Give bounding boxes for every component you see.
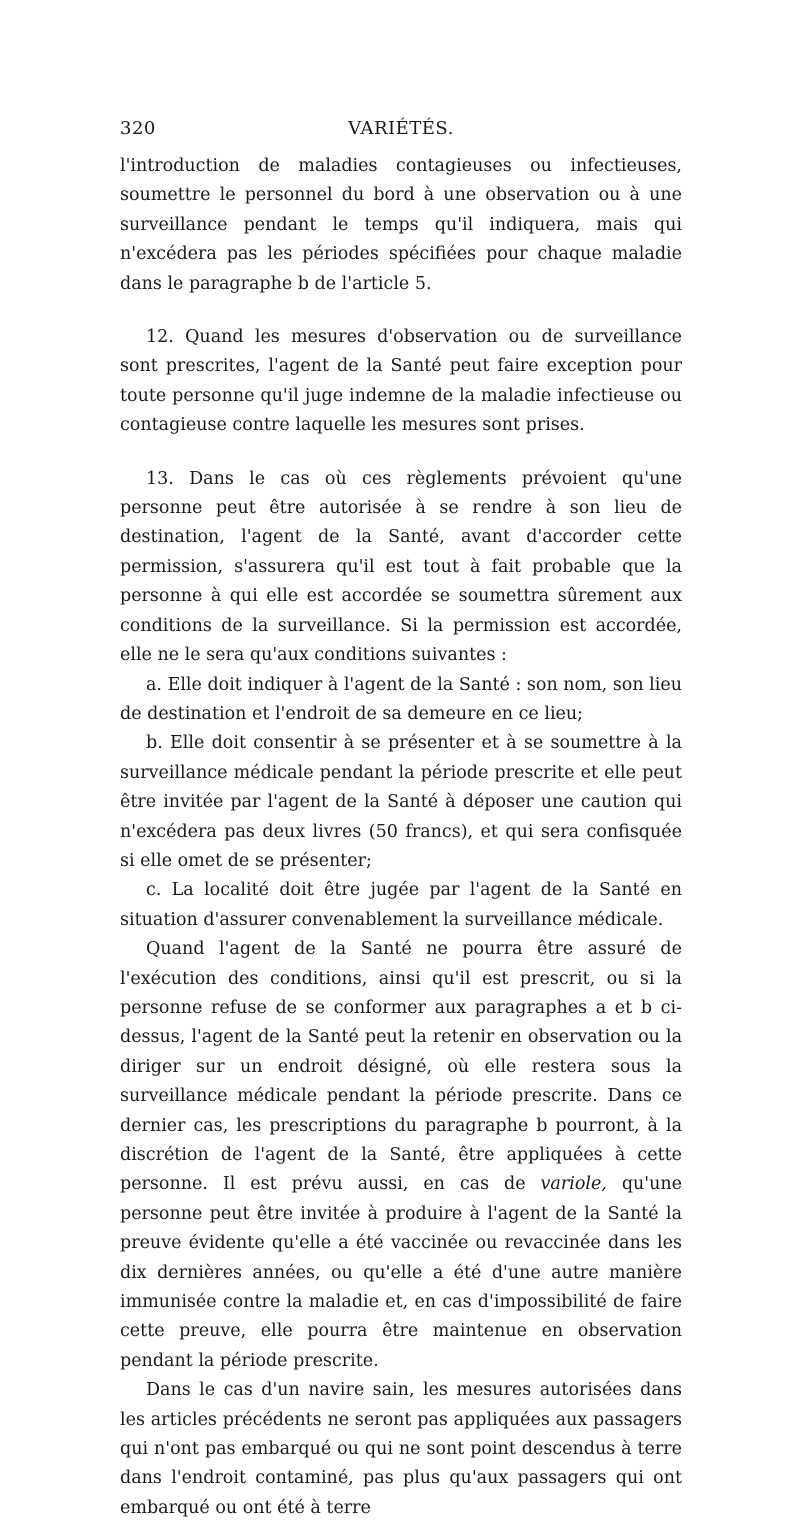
page-number: 320 xyxy=(120,118,156,139)
italic-term-variole: variole, xyxy=(540,1174,607,1195)
list-item-c: c. La localité doit être jugée par l'agent de la Santé en situation d'assurer convenablement la surveillance médicale. xyxy=(120,880,682,930)
list-item-a: a. Elle doit indiquer à l'agent de la Santé : son nom, son lieu de destination et l'endroit de sa demeure en ce lieu; xyxy=(120,674,682,724)
paragraph-continuation: l'introduction de maladies contagieuses ou infectieuses, soumettre le personnel du bord à une observation ou à une surveillance pendant le temps qu'il indiquera, mais qui n'excédera pas les périodes spécifiées pour chaque maladie dans le paragraphe b de l'article 5. xyxy=(120,156,682,294)
paragraph-conditions xyxy=(120,935,682,1376)
paragraph-article-13: 13. Dans le cas où ces règlements prévoient qu'une personne peut être autorisée à se rendre à son lieu de destination, l'agent de la Santé, avant d'accorder cette permission, s'assurera qu'il est tout à fait probable que la personne à qui elle est accordée se soumettra sûrement aux conditions de la surveillance. Si la permission est accordée, elle ne le sera qu'aux conditions suivantes : xyxy=(120,468,682,666)
book-page xyxy=(120,118,682,1523)
paragraph-conditions-part-1: Quand l'agent de la Santé ne pourra être assuré de l'exécution des conditions, ainsi qu'il est prescrit, ou si la personne refuse de se conformer aux paragraphes a et b ci-dessus, l'agent de la Santé peut la retenir en observation ou la diriger sur un endroit désigné, où elle restera sous la surveillance médicale pendant la période prescrite. Dans ce dernier cas, les prescriptions du paragraphe b pourront, à la discrétion de l'agent de la Santé, être appliquées à cette personne. Il est prévu aussi, en cas de xyxy=(120,939,682,1195)
paragraph-conditions-part-2: qu'une personne peut être invitée à produire à l'agent de la Santé la preuve évidente qu'elle a été vaccinée ou revaccinée dans les dix dernières années, ou qu'elle a été d'une autre manière immunisée contre la maladie et, en cas d'impossibilité de faire cette preuve, elle pourra être maintenue en observation pendant la période prescrite. xyxy=(120,1174,682,1371)
paragraph-article-12: 12. Quand les mesures d'observation ou de surveillance sont prescrites, l'agent de la Santé peut faire exception pour toute personne qu'il juge indemne de la maladie infectieuse ou contagieuse contre laquelle les mesures sont prises. xyxy=(120,327,682,436)
paragraph-healthy-ship: Dans le cas d'un navire sain, les mesures autorisées dans les articles précédents ne seront pas appliquées aux passagers qui n'ont pas embarqué ou qui ne sont point descendus à terre dans l'endroit contaminé, pas plus qu'aux passagers qui ont embarqué ou ont été à terre xyxy=(120,1380,682,1518)
body-text xyxy=(120,152,682,1523)
running-title: VARIÉTÉS. xyxy=(348,118,454,139)
list-item-b: b. Elle doit consentir à se présenter et à se soumettre à la surveillance médicale pendant la période prescrite et elle peut être invitée par l'agent de la Santé à déposer une caution qui n'excédera pas deux livres (50 francs), et qui sera confisquée si elle omet de se présenter; xyxy=(120,733,682,871)
running-head xyxy=(120,118,682,144)
